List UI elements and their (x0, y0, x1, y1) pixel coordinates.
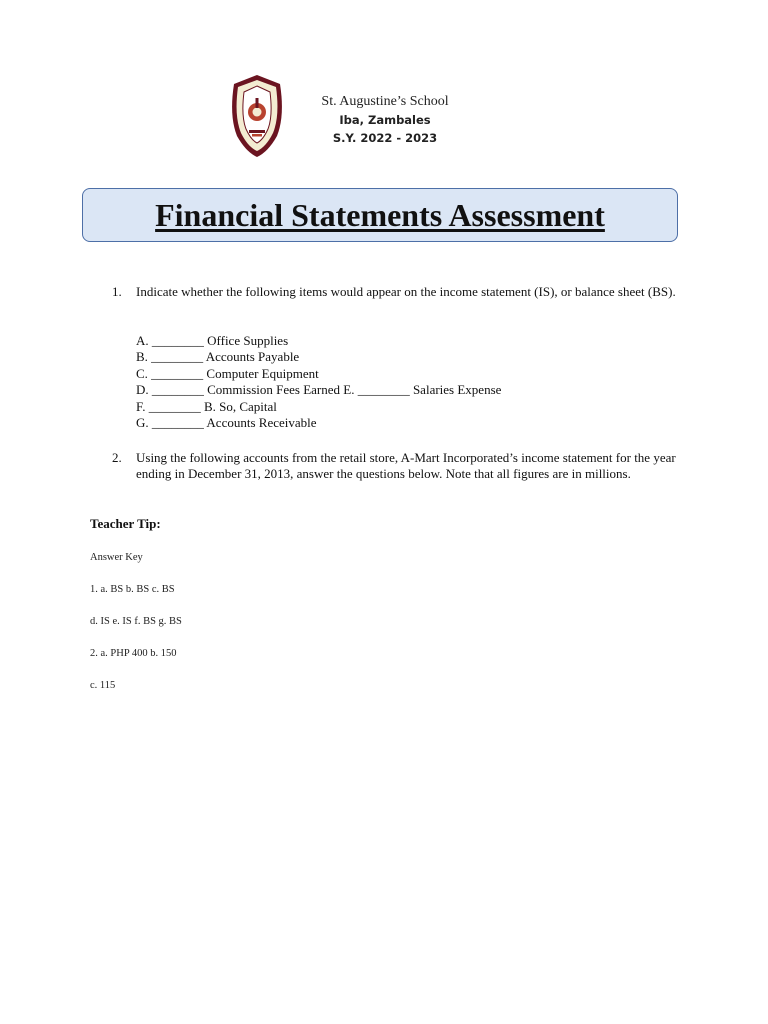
teacher-tip-heading: Teacher Tip: (90, 516, 161, 531)
page-title: Financial Statements Assessment (155, 196, 605, 233)
school-info (300, 93, 470, 147)
option-a: A. ________ Office Supplies (136, 333, 289, 348)
option-b: B. ________ Accounts Payable (136, 349, 300, 365)
option-f: F. ________ B. So, Capital (136, 398, 277, 414)
school-seal-logo (228, 74, 286, 158)
answer-key-line: 2. a. PHP 400 b. 150 (90, 648, 177, 659)
question-text: Using the following accounts from the retail store, A-Mart Incorporated’s income statement for the year ending in December 31, 2013, answer the questions below. Note that all figures are in millions. (136, 450, 676, 482)
answer-key-line: c. 115 (90, 680, 116, 691)
title-banner (82, 188, 678, 242)
answer-key-title: Answer Key (90, 552, 143, 563)
question-number: 1. (112, 284, 122, 299)
answer-key-line: 1. a. BS b. BS c. BS (90, 584, 175, 595)
option-d-e: D. ________ Commission Fees Earned E. ________ Salaries Expense (136, 382, 502, 398)
option-g: G. ________ Accounts Receivable (136, 415, 317, 431)
answer-key-line: d. IS e. IS f. BS g. BS (90, 616, 182, 627)
question-number: 2. (112, 450, 122, 465)
school-year: S.Y. 2022 - 2023 (332, 131, 438, 145)
school-location: Iba, Zambales (339, 113, 431, 127)
question-text: Indicate whether the following items would appear on the income statement (IS), or balance sheet (BS). (136, 284, 676, 299)
question-1-options (136, 333, 501, 431)
option-c: C. ________ Computer Equipment (136, 365, 319, 381)
school-name: St. Augustine’s School (321, 94, 449, 109)
